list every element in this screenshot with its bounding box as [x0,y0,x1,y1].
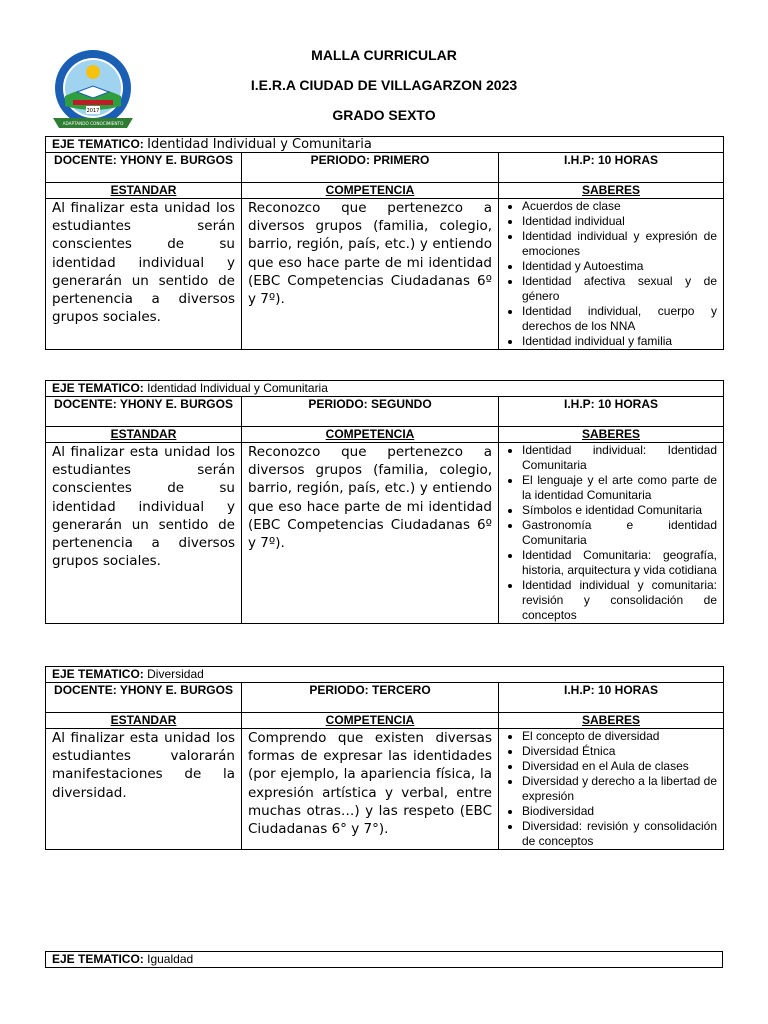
list-item: • Diversidad Étnica [522,744,717,759]
ihp-cell: I.H.P: 10 HORAS [499,153,724,183]
list-item: • Diversidad: revisión y consolidación de conceptos [522,819,717,849]
competencia-text: Reconozco que pertenezco a diversos grupos (familia, colegio, barrio, región, país, etc.) y entiendo que eso hace parte de mi identidad (EBC Competencias Ciudadanas 6º y 7º). [242,199,499,350]
saberes-cell [499,199,724,350]
docente-cell: DOCENTE: YHONY E. BURGOS [46,397,242,427]
list-item: • Identidad individual [522,214,717,229]
estandar-header: ESTANDAR [46,183,242,199]
competencia-header: COMPETENCIA [242,713,499,729]
list-item: • Gastronomía e identidad Comunitaria [522,518,717,548]
list-item: • Identidad individual: Identidad Comunitaria [522,443,717,473]
saberes-cell [499,729,724,850]
estandar-header: ESTANDAR [46,713,242,729]
curriculum-table-1 [45,136,724,350]
saberes-list [505,443,717,623]
list-item: • El concepto de diversidad [522,729,717,744]
list-item: • Identidad individual y familia [522,334,717,349]
list-item: • Diversidad en el Aula de clases [522,759,717,774]
eje-row: EJE TEMATICO: Igualdad [46,952,723,968]
svg-text:2017: 2017 [86,108,100,114]
list-item: • Identidad individual y expresión de emociones [522,229,717,259]
list-item: • Símbolos e identidad Comunitaria [522,503,717,518]
docente-cell: DOCENTE: YHONY E. BURGOS [46,683,242,713]
eje-row: EJE TEMATICO: Identidad Individual y Comunitaria [46,381,724,397]
curriculum-table-3 [45,666,724,850]
list-item: • Identidad y Autoestima [522,259,717,274]
list-item: • Biodiversidad [522,804,717,819]
document-title: MALLA CURRICULAR [311,47,457,63]
competencia-text: Reconozco que pertenezco a diversos grupos (familia, colegio, barrio, región, país, etc.) y entiendo que eso hace parte de mi identidad (EBC Competencias Ciudadanas 6º y 7º). [242,443,499,624]
competencia-header: COMPETENCIA [242,183,499,199]
saberes-header: SABERES [499,713,724,729]
saberes-header: SABERES [499,427,724,443]
list-item: • Identidad afectiva sexual y de género [522,274,717,304]
saberes-header: SABERES [499,183,724,199]
school-name: I.E.R.A CIUDAD DE VILLAGARZON 2023 [250,77,518,93]
saberes-list [505,199,717,349]
curriculum-table-2 [45,380,724,624]
competencia-header: COMPETENCIA [242,427,499,443]
estandar-text: Al finalizar esta unidad los estudiantes serán conscientes de su identidad individual y generarán un sentido de pertenencia a diversos grupos sociales. [46,443,242,624]
list-item: • Identidad Comunitaria: geografía, historia, arquitectura y vida cotidiana [522,548,717,578]
curriculum-table-4 [45,951,723,968]
competencia-text: Comprendo que existen diversas formas de expresar las identidades (por ejemplo, la apariencia física, la expresión artística y verbal, entre muchas otras…) y las respeto (EBC Ciudadanas 6° y 7°). [242,729,499,850]
list-item: • Identidad individual y comunitaria: revisión y consolidación de conceptos [522,578,717,623]
list-item: • Identidad individual, cuerpo y derechos de los NNA [522,304,717,334]
grade-title: GRADO SEXTO [332,107,436,123]
periodo-cell: PERIODO: SEGUNDO [242,397,499,427]
periodo-cell: PERIODO: PRIMERO [242,153,499,183]
saberes-list [505,729,717,849]
estandar-header: ESTANDAR [46,427,242,443]
estandar-text: Al finalizar esta unidad los estudiantes serán conscientes de su identidad individual y generarán un sentido de pertenencia a diversos grupos sociales. [46,199,242,350]
list-item: • Acuerdos de clase [522,199,717,214]
eje-row: EJE TEMATICO: Identidad Individual y Comunitaria [46,137,724,153]
estandar-text: Al finalizar esta unidad los estudiantes valorarán manifestaciones de la diversidad. [46,729,242,850]
list-item: • El lenguaje y el arte como parte de la identidad Comunitaria [522,473,717,503]
saberes-cell [499,443,724,624]
list-item: • Diversidad y derecho a la libertad de expresión [522,774,717,804]
svg-text:ADAPTANDO CONOCIMIENTO: ADAPTANDO CONOCIMIENTO [62,121,124,126]
ihp-cell: I.H.P: 10 HORAS [499,683,724,713]
eje-row: EJE TEMATICO: Diversidad [46,667,724,683]
ihp-cell: I.H.P: 10 HORAS [499,397,724,427]
periodo-cell: PERIODO: TERCERO [242,683,499,713]
docente-cell: DOCENTE: YHONY E. BURGOS [46,153,242,183]
